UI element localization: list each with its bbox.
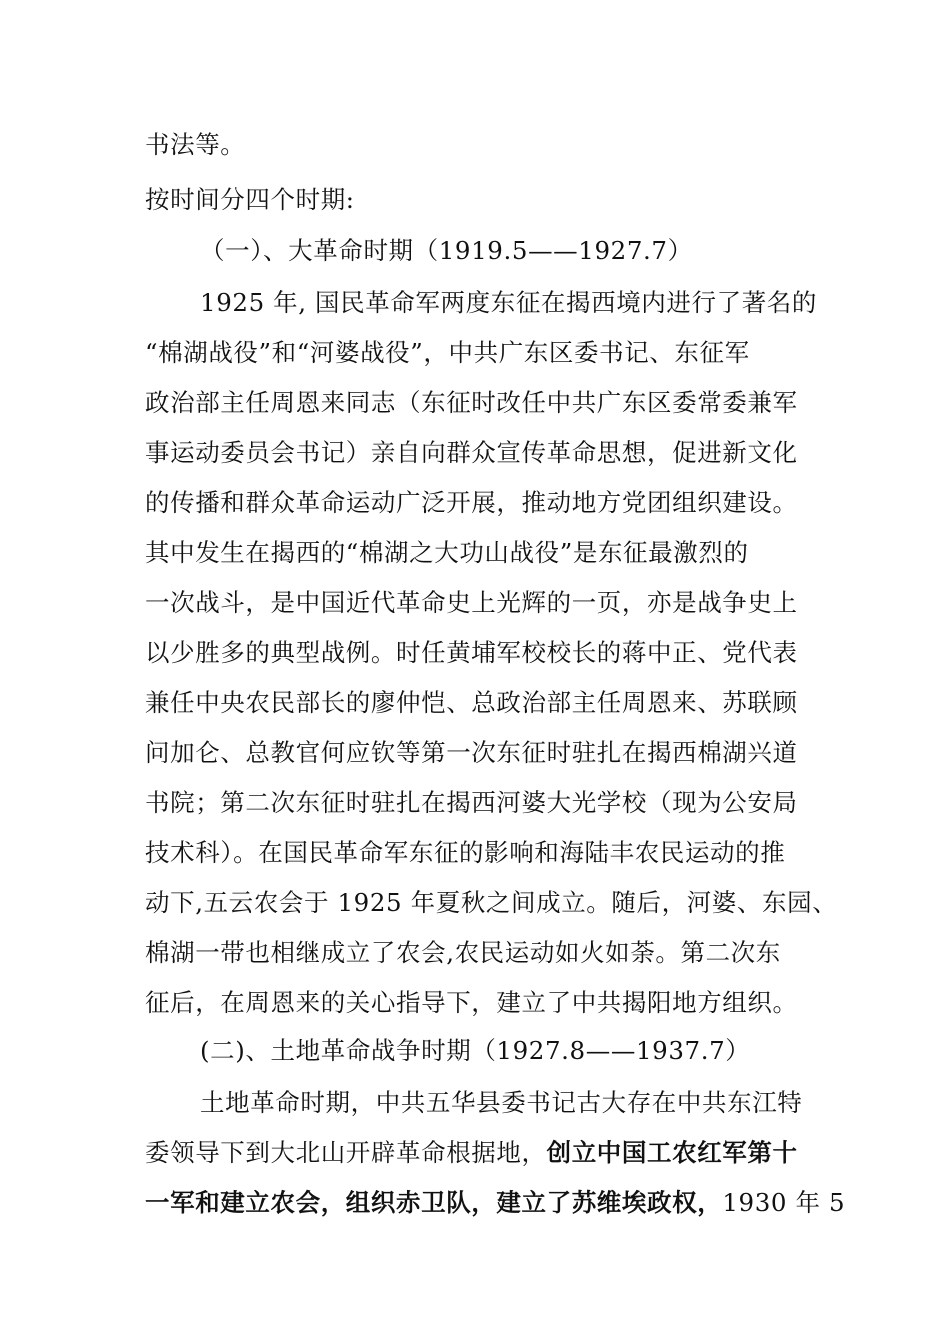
text-line: 土地革命时期，中共五华县委书记古大存在中共东江特 bbox=[200, 1088, 803, 1117]
text-line: 1925 年, 国民革命军两度东征在揭西境内进行了著名的 bbox=[200, 288, 818, 317]
text-line: 的传播和群众革命运动广泛开展，推动地方党团组织建设。 bbox=[145, 488, 798, 517]
text-line: 事运动委员会书记）亲自向群众宣传革命思想，促进新文化 bbox=[145, 438, 798, 467]
text-line: 征后，在周恩来的关心指导下，建立了中共揭阳地方组织。 bbox=[145, 988, 798, 1017]
text-line bbox=[145, 1138, 798, 1168]
text-run: 委领导下到大北山开辟革命根据地， bbox=[145, 1138, 547, 1167]
text-line: 书院；第二次东征时驻扎在揭西河婆大光学校（现为公安局 bbox=[145, 788, 798, 817]
text-line: 书法等。 bbox=[145, 130, 246, 159]
text-line: 政治部主任周恩来同志（东征时改任中共广东区委常委兼军 bbox=[145, 388, 798, 417]
text-line: 按时间分四个时期: bbox=[145, 185, 355, 214]
bold-text-run: 创立中国工农红军第十 bbox=[546, 1138, 798, 1167]
text-line: 其中发生在揭西的“棉湖之大功山战役”是东征最激烈的 bbox=[145, 538, 749, 567]
section-heading: （一）、大革命时期（1919.5——1927.7） bbox=[200, 236, 693, 265]
text-run: 1930 年 5 bbox=[722, 1188, 846, 1217]
text-line: 问加仑、总教官何应钦等第一次东征时驻扎在揭西棉湖兴道 bbox=[145, 738, 798, 767]
text-line: 棉湖一带也相继成立了农会,农民运动如火如荼。第二次东 bbox=[145, 938, 781, 967]
text-line: 以少胜多的典型战例。时任黄埔军校校长的蒋中正、党代表 bbox=[145, 638, 798, 667]
section-heading: (二)、土地革命战争时期（1927.8——1937.7） bbox=[200, 1036, 751, 1065]
text-line: “棉湖战役”和“河婆战役”，中共广东区委书记、东征军 bbox=[145, 338, 750, 367]
text-line: 技术科）。在国民革命军东征的影响和海陆丰农民运动的推 bbox=[145, 838, 786, 867]
text-line: 一次战斗，是中国近代革命史上光辉的一页，亦是战争史上 bbox=[145, 588, 798, 617]
text-line: 动下,五云农会于 1925 年夏秋之间成立。随后，河婆、东园、 bbox=[145, 888, 838, 917]
text-line bbox=[145, 1188, 845, 1218]
bold-text-run: 一军和建立农会，组织赤卫队，建立了苏维埃政权， bbox=[145, 1188, 723, 1217]
text-line: 兼任中央农民部长的廖仲恺、总政治部主任周恩来、苏联顾 bbox=[145, 688, 798, 717]
